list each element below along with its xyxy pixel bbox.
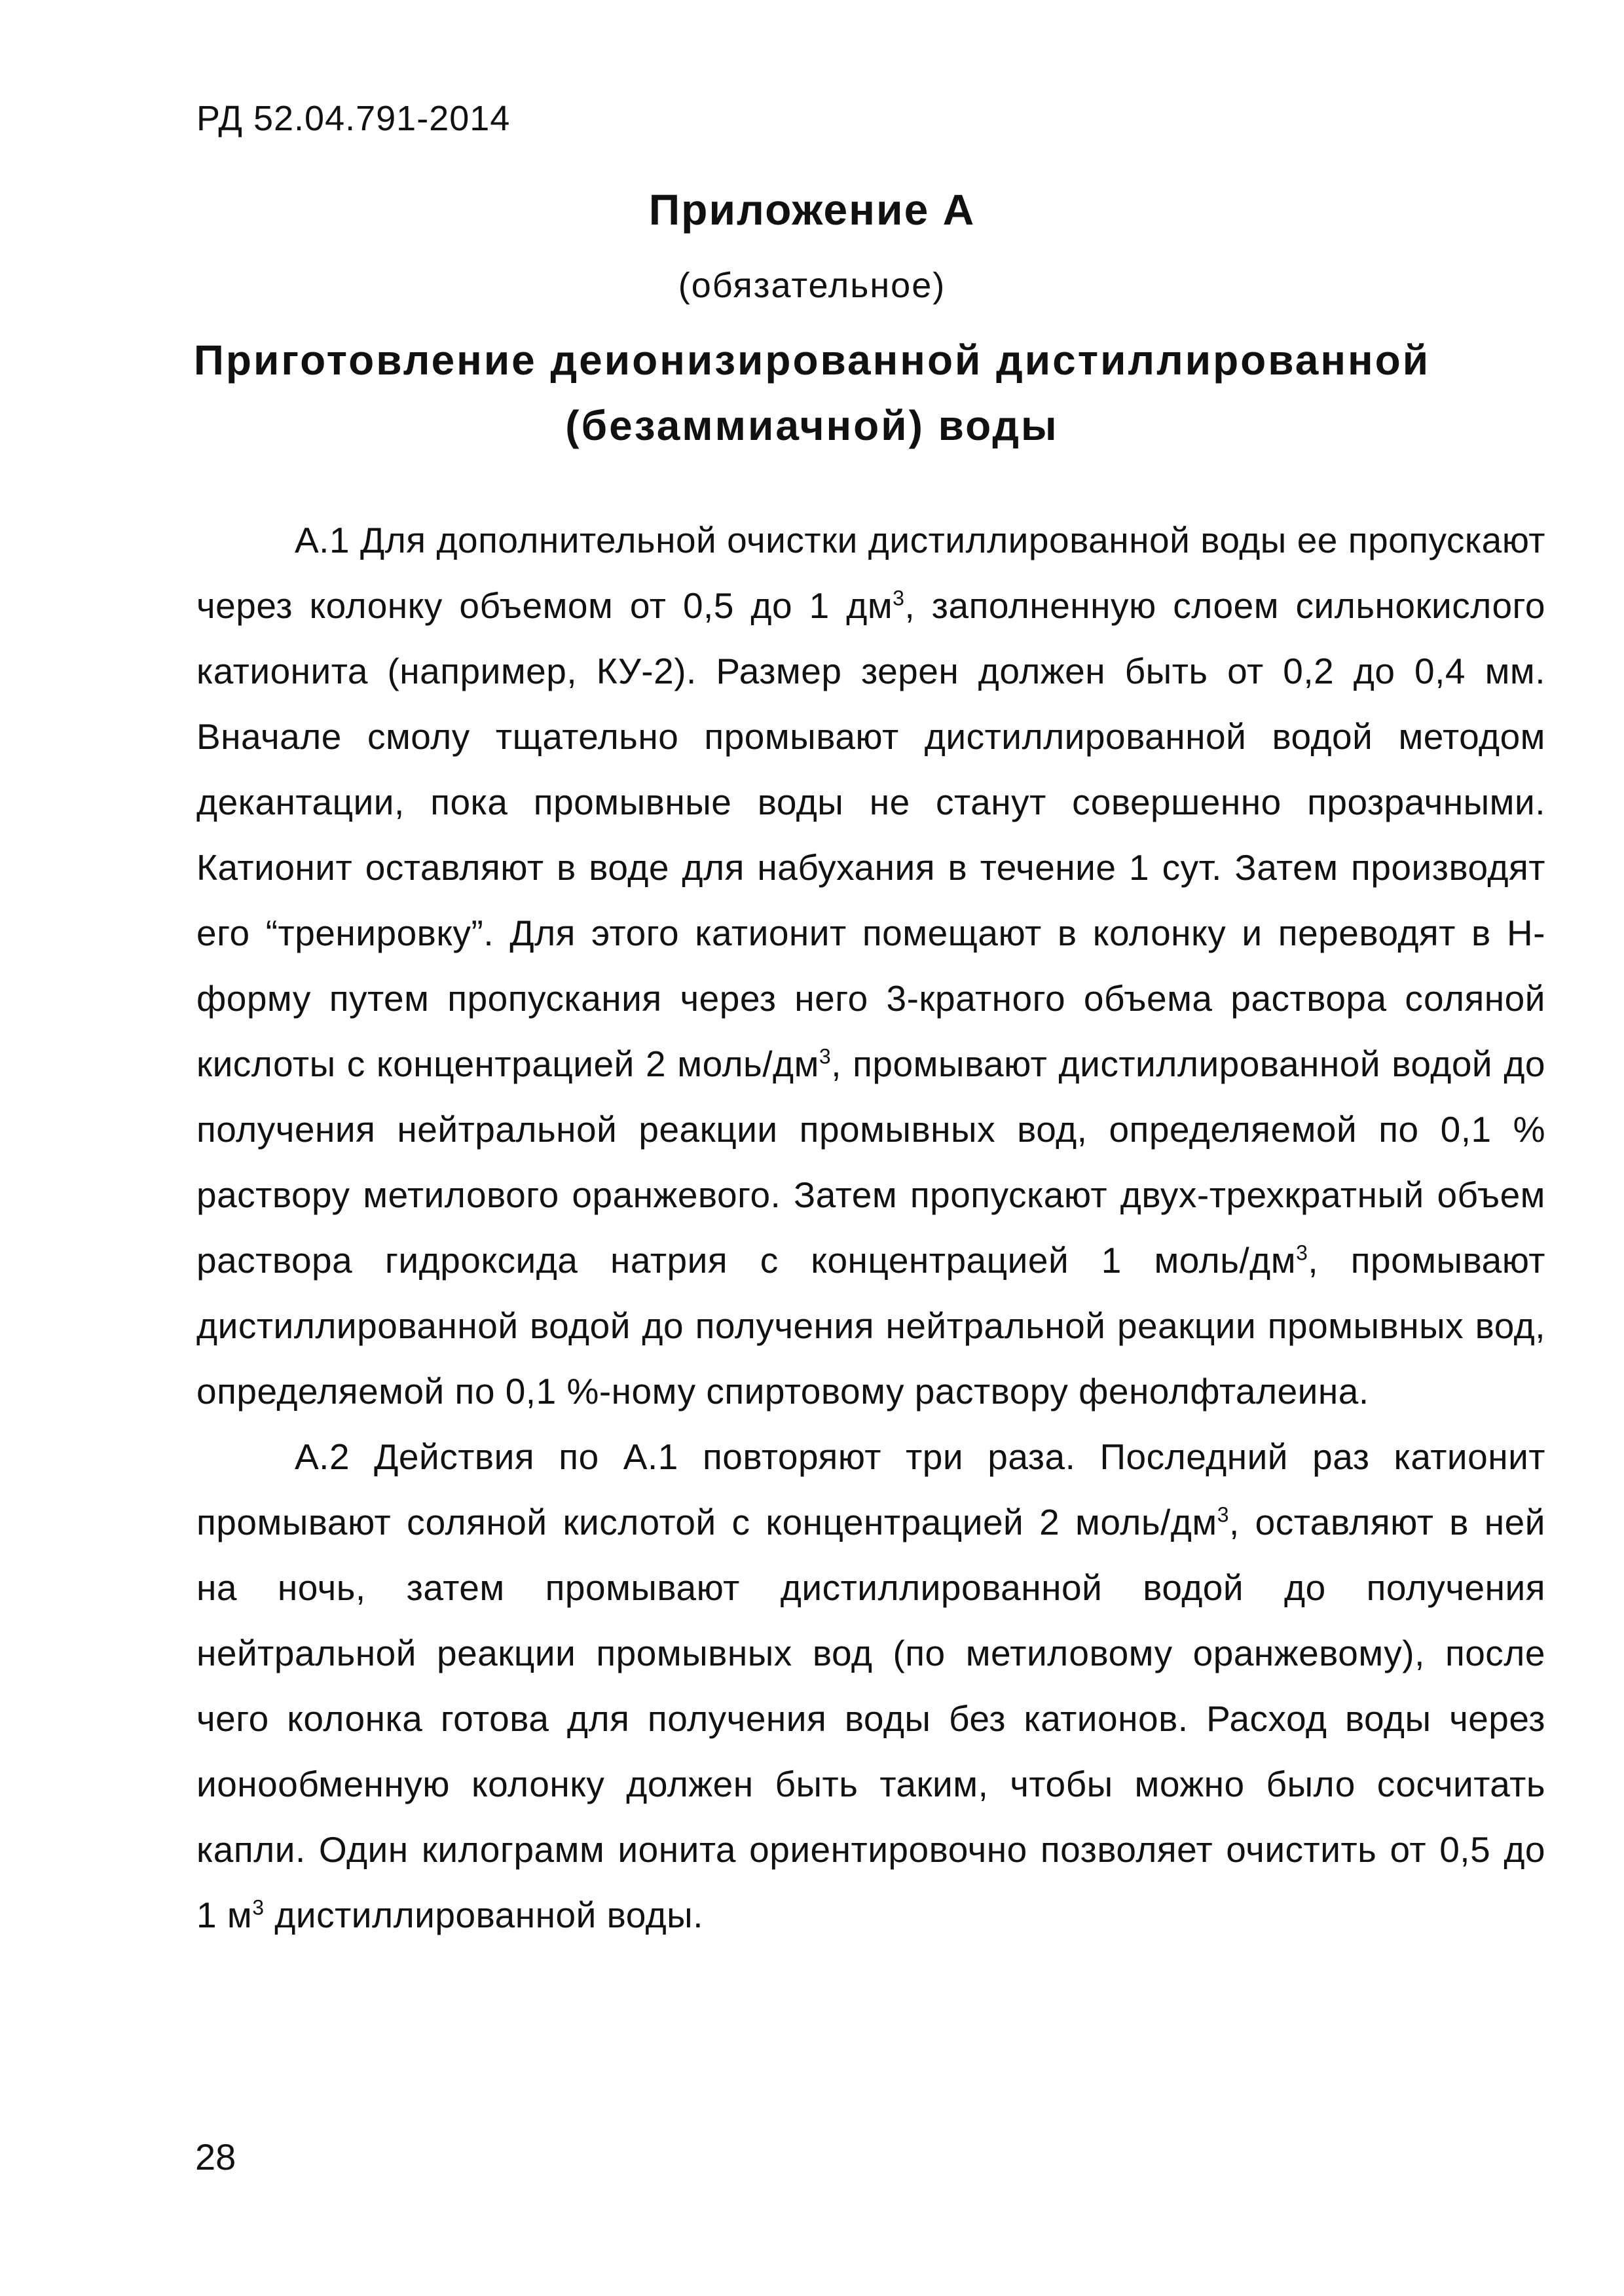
paragraph-a2-part-2: , оставляют в ней на ночь, затем промывают дистиллированной водой до получения нейтральной реакции промывных вод (по метиловому оранжевому), после чего колонка готова для получения воды без катионов. Расход воды через ионообменную колонку должен быть таким, чтобы можно было сосчитать капли. Один килограмм ионита ориентировочно позволяет очистить от 0,5 до 1 м (196, 1502, 1545, 1935)
paragraph-a1-part-4: , промывают дистиллированной водой до получения нейтральной реакции промывных вод, определяемой по 0,1 %-ному спиртовому раствору фенолфталеина. (196, 1240, 1545, 1412)
document-code: РД 52.04.791-2014 (196, 99, 511, 138)
document-title (0, 327, 1624, 458)
superscript: 3 (819, 1044, 832, 1068)
paragraph-a1 (196, 507, 1545, 1424)
paragraph-a1-part-2: , заполненную слоем сильнокислого катионита (например, КУ-2). Размер зерен должен быть от 0,2 до 0,4 мм. Вначале смолу тщательно промывают дистиллированной водой методом декантации, пока промывные воды не станут совершенно прозрачными. Катионит оставляют в воде для набухания в течение 1 сут. Затем производят его “тренировку”. Для этого катионит помещают в колонку и переводят в Н-форму путем пропускания через него 3-кратного объема раствора соляной кислоты с концентрацией 2 моль/дм (196, 585, 1545, 1084)
body-text (196, 507, 1545, 1948)
superscript: 3 (1217, 1503, 1229, 1527)
superscript: 3 (893, 586, 905, 610)
appendix-status: (обязательное) (678, 266, 946, 305)
page-number: 28 (195, 2136, 236, 2178)
appendix-title: Приложение А (648, 185, 976, 234)
superscript: 3 (1296, 1241, 1308, 1265)
document-title-line-1: Приготовление деионизированной дистиллированной (193, 337, 1431, 384)
paragraph-a2-part-1: А.2 Действия по А.1 повторяют три раза. Последний раз катионит промывают соляной кислотой с концентрацией 2 моль/дм (196, 1436, 1545, 1542)
paragraph-a1-part-1: А.1 Для дополнительной очистки дистиллированной воды ее пропускают через колонку объемом от 0,5 до 1 дм (196, 520, 1545, 626)
document-title-line-2: (безаммиачной) воды (565, 402, 1059, 449)
paragraph-a1-part-3: , промывают дистиллированной водой до получения нейтральной реакции промывных вод, определяемой по 0,1 % раствору метилового оранжевого. Затем пропускают двух-трехкратный объем раствора гидроксида натрия с концентрацией 1 моль/дм (196, 1044, 1545, 1281)
paragraph-a2-part-3: дистиллированной воды. (264, 1895, 703, 1935)
superscript: 3 (252, 1895, 265, 1920)
paragraph-a2 (196, 1424, 1545, 1948)
